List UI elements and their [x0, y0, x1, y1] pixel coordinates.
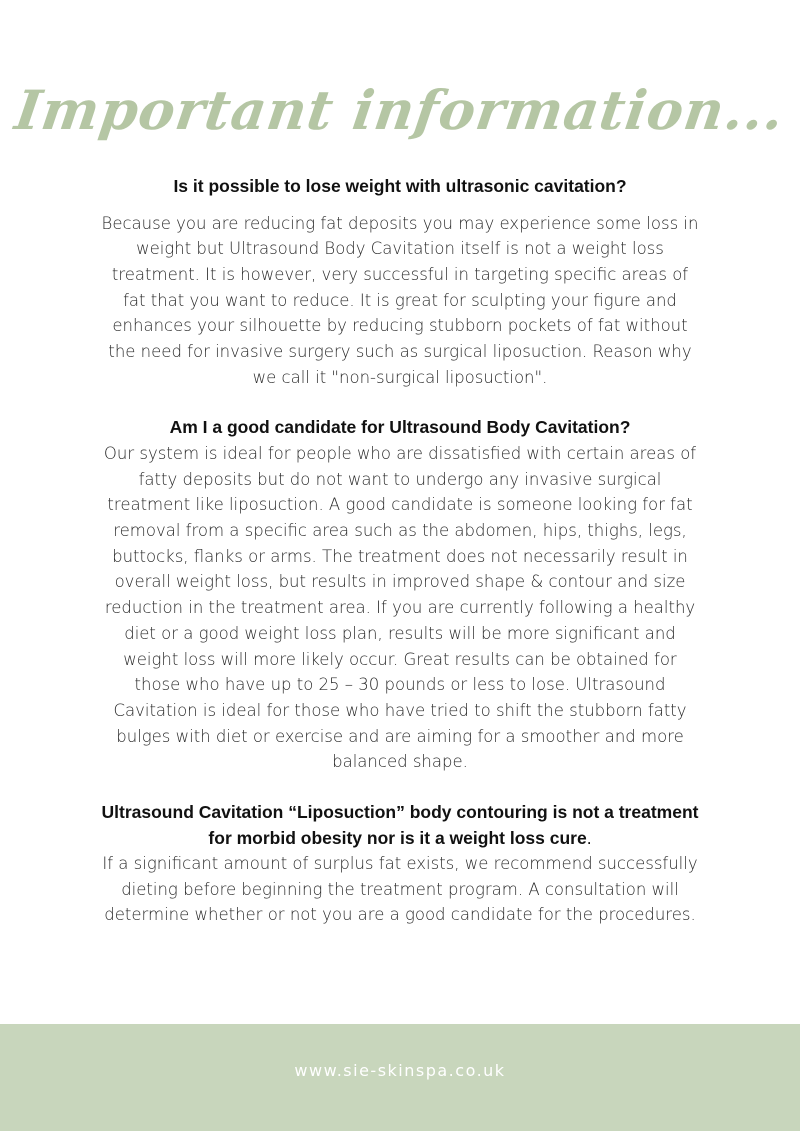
page-title: Important information... — [11, 78, 789, 142]
info-content — [100, 174, 700, 928]
faq-question-period: . — [586, 827, 592, 848]
faq-section-weight-loss — [100, 174, 700, 390]
footer-band — [0, 1024, 800, 1131]
website-link[interactable]: www.sie-skinspa.co.uk — [294, 1061, 506, 1080]
faq-question: Am I a good candidate for Ultrasound Body Cavitation? — [169, 417, 631, 438]
faq-question: Is it possible to lose weight with ultrasonic cavitation? — [173, 176, 627, 196]
faq-answer: Because you are reducing fat deposits you may experience some loss in weight but Ultrasound Body Cavitation itself is not a weight loss treatment. It is however, very successful in targeting specific areas of fat that you want to reduce. It is great for sculpting your figure and enhances your silhouette by reducing stubborn pockets of fat without the need for invasive surgery such as surgical liposuction. Reason why we call it "non-surgical liposuction". — [101, 213, 699, 387]
faq-answer: If a significant amount of surplus fat exists, we recommend successfully dieting before beginning the treatment program. A consultation will determine whether or not you are a good candidate for the procedures. — [102, 854, 698, 925]
faq-answer: Our system is ideal for people who are dissatisfied with certain areas of fatty deposits but do not want to undergo any invasive surgical treatment like liposuction. A good candidate is someone looking for fat removal from a specific area such as the abdomen, hips, thighs, legs, buttocks, flanks or arms. The treatment does not necessarily result in overall weight loss, but results in improved shape & contour and size reduction in the treatment area. If you are currently following a healthy diet or a good weight loss plan, results will be more significant and weight loss will more likely occur. Great results can be obtained for those who have up to 25 – 30 pounds or less to lose. Ultrasound Cavitation is ideal for those who have tried to shift the stubborn fatty bulges with diet or exercise and are aiming for a smoother and more balanced shape. — [103, 443, 697, 772]
faq-question — [100, 800, 700, 851]
faq-section-obesity-note — [100, 800, 700, 928]
faq-section-candidate — [100, 415, 700, 775]
faq-question-text: Ultrasound Cavitation “Liposuction” body contouring is not a treatment for morbid obesity nor is it a weight loss cure — [101, 802, 699, 848]
